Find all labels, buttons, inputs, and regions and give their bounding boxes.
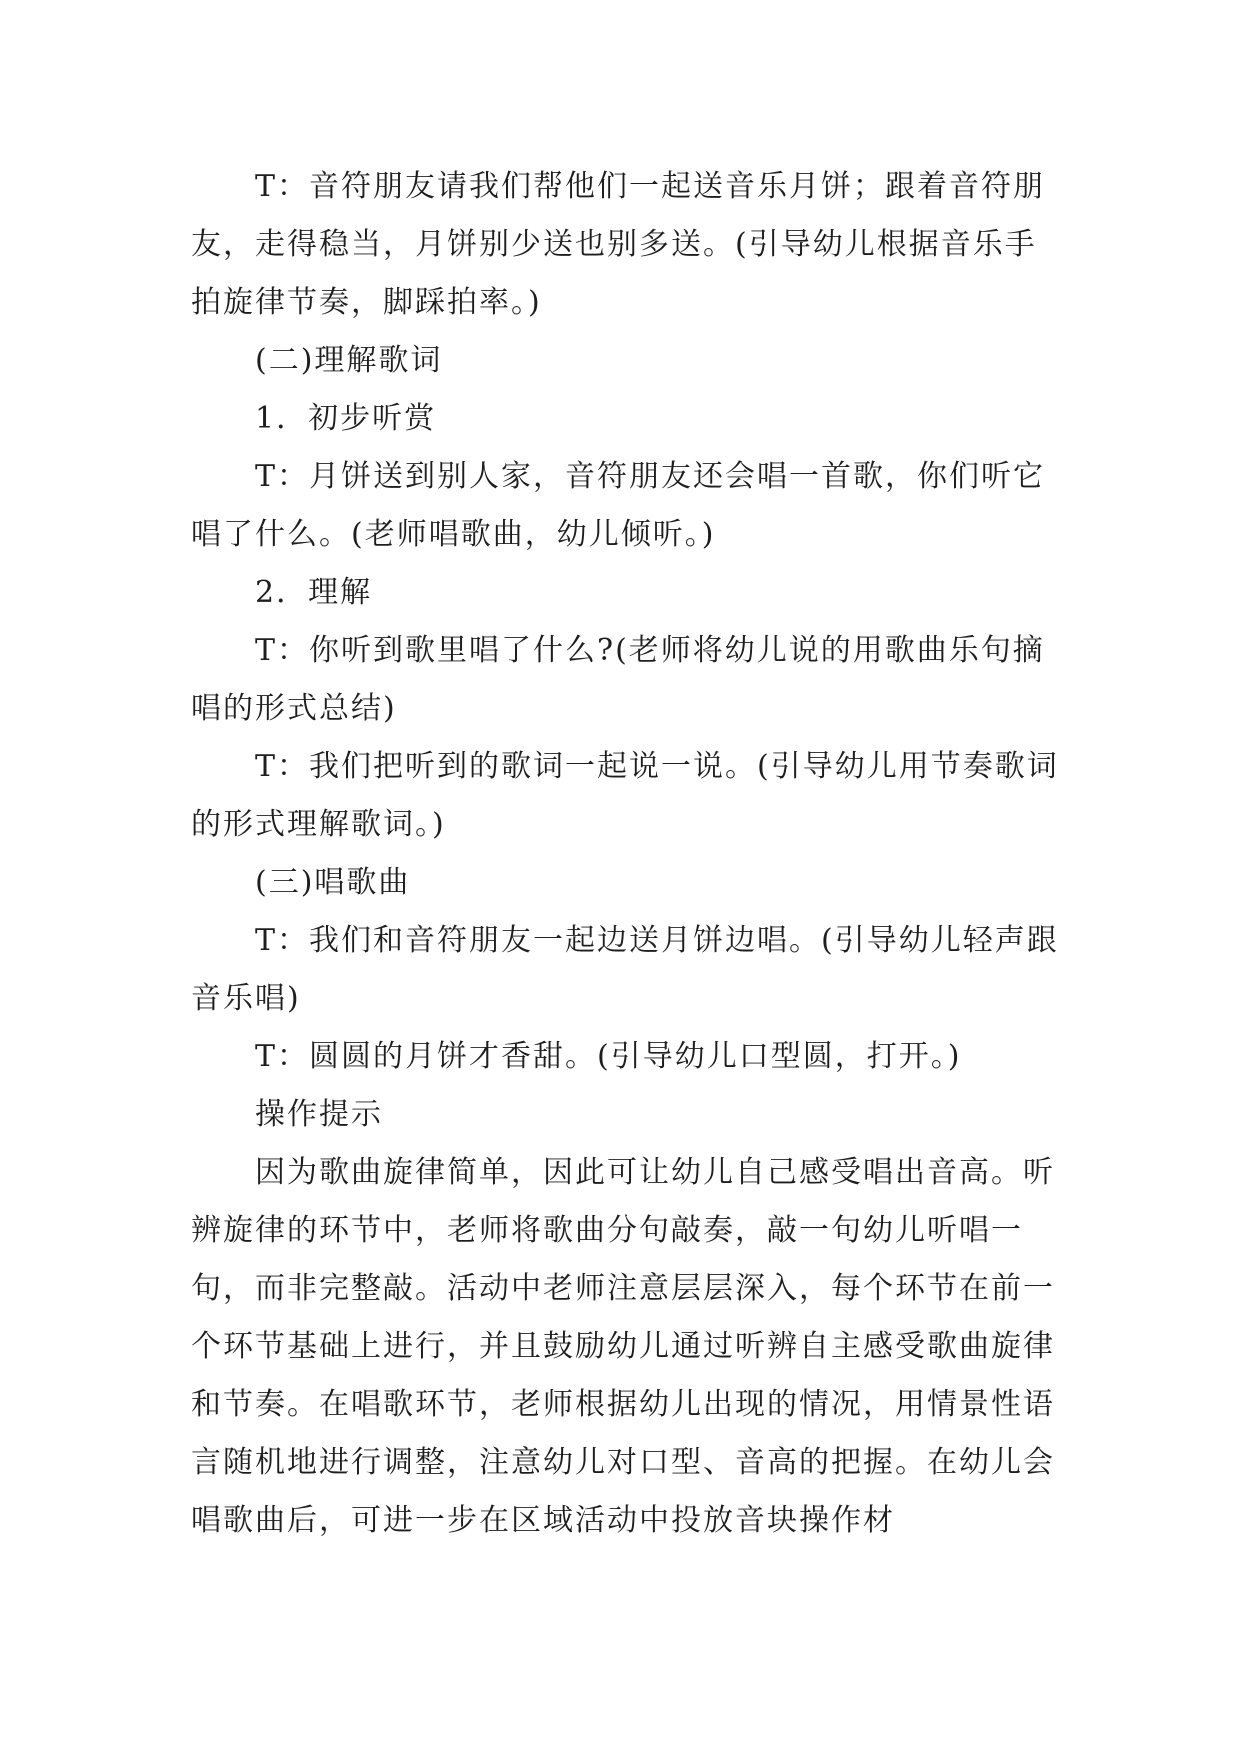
paragraph-round-mooncakes: T：圆圆的月饼才香甜。(引导幼儿口型圆，打开。): [255, 1039, 962, 1074]
paragraph-say-the-lyrics: T：我们把听到的歌词一起说一说。(引导幼儿用节奏歌词的形式理解歌词。): [191, 749, 1059, 842]
paragraph-operation-tips-body: 因为歌曲旋律简单，因此可让幼儿自己感受唱出音高。听辨旋律的环节中，老师将歌曲分句敲奏，敲一句幼儿听唱一句，而非完整敲。活动中老师注意层层深入，每个环节在前一个环节基础上进行，并且鼓励幼儿通过听辨自主感受歌曲旋律和节奏。在唱歌环节，老师根据幼儿出现的情况，用情景性语言随机地进行调整，注意幼儿对口型、音高的把握。在幼儿会唱歌曲后，可进一步在区域活动中投放音块操作材: [191, 1155, 1055, 1538]
heading-sing-song: (三)唱歌曲: [255, 865, 411, 900]
paragraph-what-did-you-hear: T：你听到歌里唱了什么?(老师将幼儿说的用歌曲乐句摘唱的形式总结): [191, 633, 1045, 726]
step-initial-listening: 1．初步听赏: [255, 401, 437, 436]
heading-operation-tips: 操作提示: [255, 1097, 383, 1132]
document-body: [191, 158, 1061, 1550]
step-understanding: 2．理解: [255, 575, 373, 610]
paragraph-sing-while-sending: T：我们和音符朋友一起边送月饼边唱。(引导幼儿轻声跟音乐唱): [191, 923, 1059, 1016]
heading-understand-lyrics: (二)理解歌词: [255, 343, 443, 378]
paragraph-send-mooncakes: T：音符朋友请我们帮他们一起送音乐月饼；跟着音符朋友，走得稳当，月饼别少送也别多送。(引导幼儿根据音乐手拍旋律节奏，脚踩拍率。): [191, 169, 1046, 320]
paragraph-note-friends-sing: T：月饼送到别人家，音符朋友还会唱一首歌，你们听它唱了什么。(老师唱歌曲，幼儿倾听。): [191, 459, 1046, 552]
